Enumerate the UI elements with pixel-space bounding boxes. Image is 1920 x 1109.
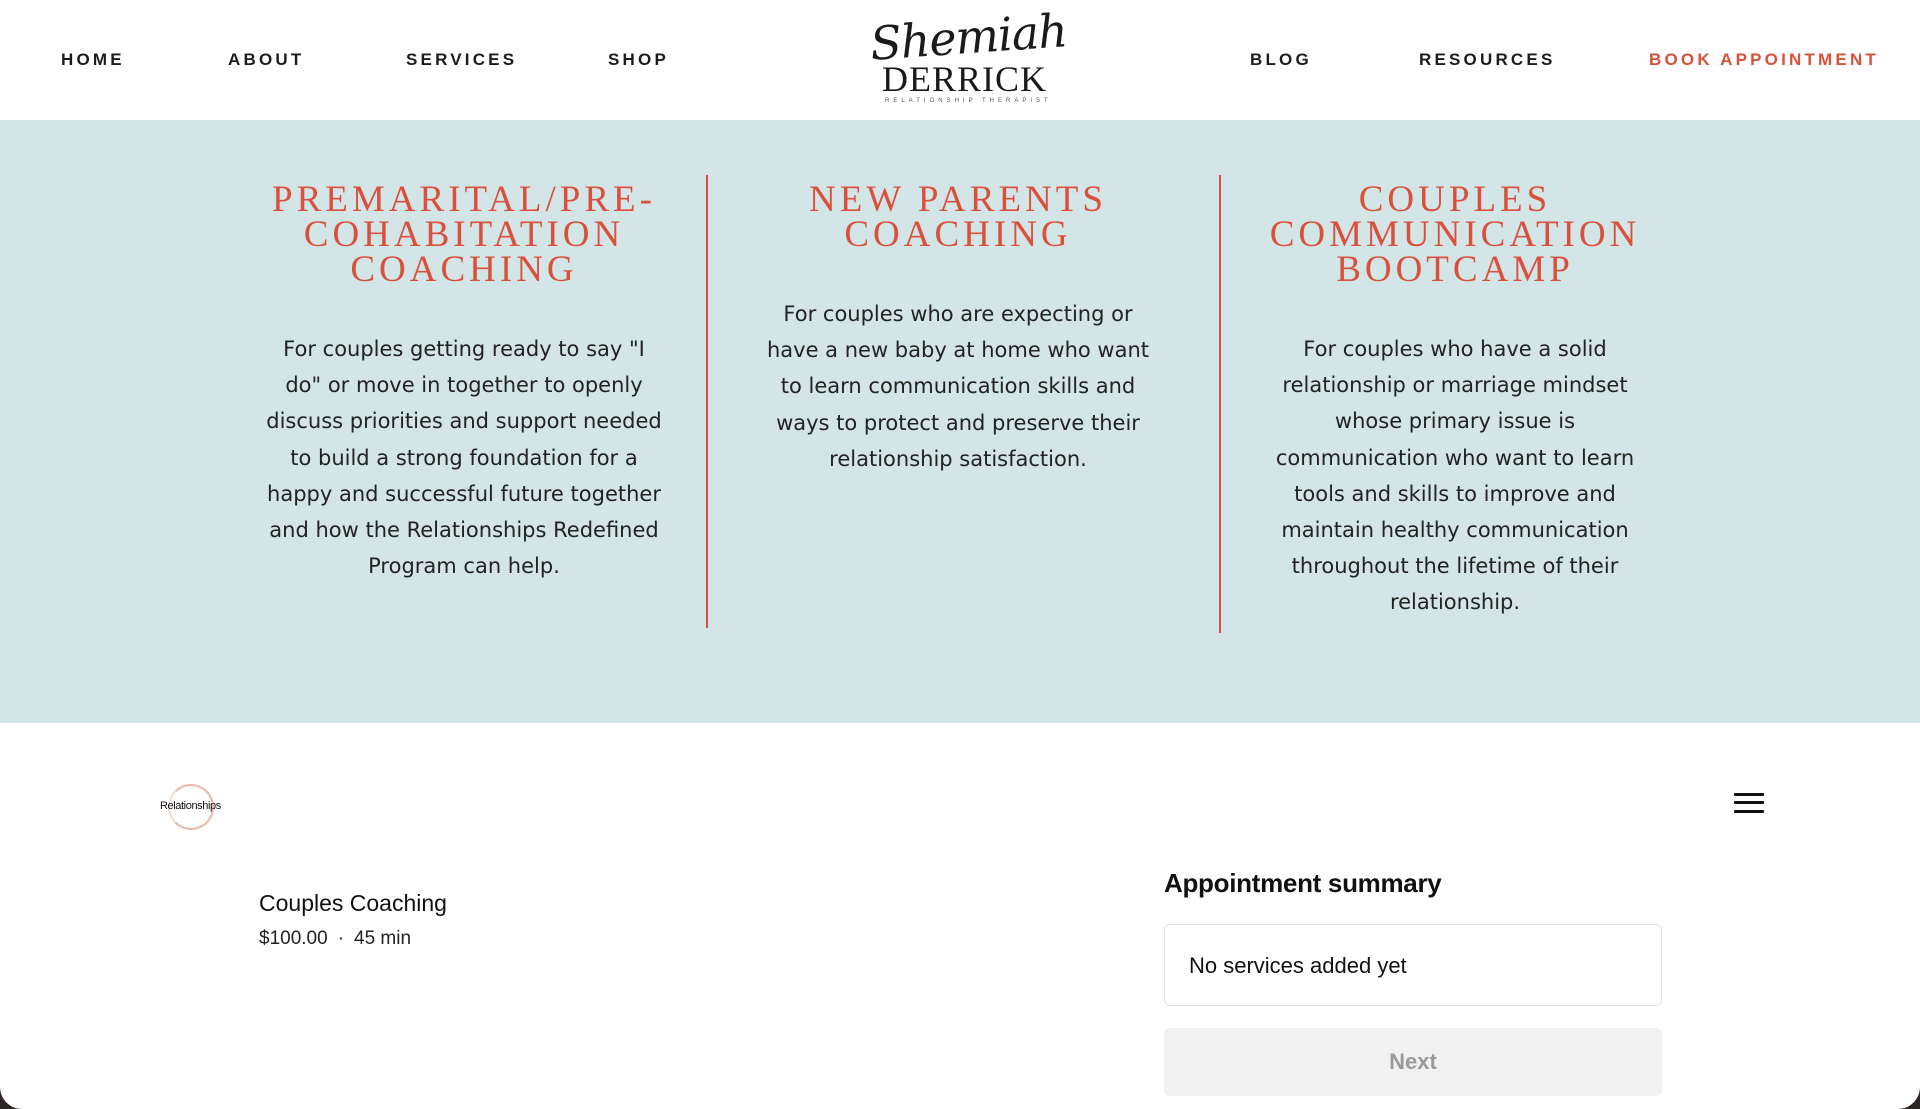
nav-shop[interactable]: SHOP (608, 50, 669, 69)
service-meta (259, 928, 411, 950)
hamburger-menu-icon[interactable] (1734, 791, 1764, 815)
booking-brand-text: Relationships (160, 800, 221, 812)
nav-services[interactable]: SERVICES (406, 50, 518, 69)
nav-blog[interactable]: BLOG (1250, 50, 1312, 69)
booking-brand-logo[interactable] (160, 784, 222, 832)
next-button[interactable]: Next (1164, 1028, 1662, 1096)
logo-name: DERRICK (882, 59, 1048, 99)
logo-script: Shemiah (868, 3, 1069, 71)
logo-tagline: RELATIONSHIP THERAPIST (885, 98, 1052, 104)
nav-about[interactable]: ABOUT (228, 50, 305, 69)
service-duration: 45 min (354, 928, 412, 949)
service-column-new-parents (756, 179, 1160, 477)
meta-separator: · (337, 928, 345, 949)
site-logo[interactable] (860, 3, 1069, 110)
column-divider (706, 175, 708, 628)
services-band (0, 120, 1920, 723)
site-header (0, 0, 1920, 120)
summary-empty-text: No services added yet (1189, 953, 1407, 978)
nav-resources[interactable]: RESOURCES (1419, 50, 1556, 69)
service-price: $100.00 (259, 928, 328, 949)
column-divider (1219, 175, 1221, 633)
appointment-summary-title: Appointment summary (1164, 868, 1442, 898)
service-title: PREMARITAL/PRE-COHABITATION COACHING (272, 179, 656, 290)
service-name[interactable]: Couples Coaching (259, 890, 447, 916)
service-description: For couples who are expecting or have a new baby at home who want to learn communication skills and ways to protect and preserve their relationship satisfaction. (766, 302, 1150, 471)
service-column-communication-bootcamp (1262, 179, 1648, 621)
service-description: For couples getting ready to say "I do" or move in together to openly discuss priorities and support needed to build a strong foundation for a happy and successful future together and how the Relationships Redefined Program can help. (266, 337, 662, 579)
service-title: NEW PARENTS COACHING (809, 179, 1107, 255)
nav-book-appointment[interactable]: BOOK APPOINTMENT (1649, 50, 1880, 69)
nav-home[interactable]: HOME (61, 50, 125, 69)
appointment-summary-box (1164, 924, 1662, 1006)
service-column-premarital (262, 179, 666, 584)
service-description: For couples who have a solid relationship or marriage mindset whose primary issue is communication who want to learn tools and skills to improve and maintain healthy communication throughout the lifetime of their relationship. (1275, 337, 1635, 615)
service-title: COUPLES COMMUNICATION BOOTCAMP (1269, 179, 1641, 290)
